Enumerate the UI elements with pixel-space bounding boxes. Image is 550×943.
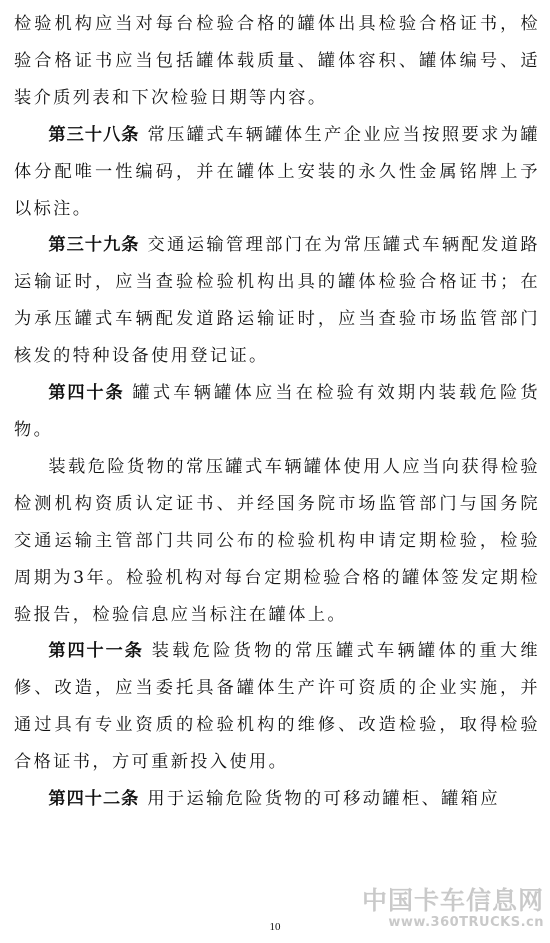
paragraph [14, 117, 540, 228]
paragraph-text: 常压罐式车辆罐体生产企业应当按照要求为罐体分配唯一性编码，并在罐体上安装的永久性金属铭牌上予以标注。 [14, 124, 540, 219]
article-heading: 第四十一条 [48, 641, 144, 662]
article-heading: 第四十二条 [48, 789, 140, 810]
paragraph-text: 装载危险货物的常压罐式车辆罐体的重大维修、改造，应当委托具备罐体生产许可资质的企业实施，并通过具有专业资质的检验机构的维修、改造检验，取得检验合格证书，方可重新投入使用。 [14, 641, 540, 773]
paragraph-text: 检验机构应当对每台检验合格的罐体出具检验合格证书，检验合格证书应当包括罐体载质量、罐体容积、罐体编号、适装介质列表和下次检验日期等内容。 [14, 14, 540, 108]
paragraph [14, 6, 540, 117]
paragraph-text: 装载危险货物的常压罐式车辆罐体使用人应当向获得检验检测机构资质认定证书、并经国务院市场监管部门与国务院交通运输主管部门共同公布的检验机构申请定期检验，检验周期为3年。检验机构对每台定期检验合格的罐体签发定期检验报告，检验信息应当标注在罐体上。 [14, 456, 540, 625]
paragraph [14, 781, 540, 818]
paragraph-text: 罐式车辆罐体应当在检验有效期内装载危险货物。 [14, 383, 540, 440]
article-heading: 第三十九条 [48, 235, 140, 256]
paragraph [14, 633, 540, 781]
paragraph-text: 用于运输危险货物的可移动罐柜、罐箱应 [147, 789, 500, 810]
watermark-site-name: 中国卡车信息网 [361, 886, 544, 915]
watermark-url: www.360TRUCKS.cn [388, 915, 544, 930]
paragraph [14, 375, 540, 449]
paragraph [14, 227, 540, 375]
article-heading: 第四十条 [48, 383, 125, 404]
document-body [14, 6, 540, 818]
page-number: 10 [269, 921, 281, 933]
article-heading: 第三十八条 [48, 124, 140, 145]
paragraph [14, 449, 540, 634]
paragraph-text: 交通运输管理部门在为常压罐式车辆配发道路运输证时，应当查验检验机构出具的罐体检验合格证书；在为承压罐式车辆配发道路运输证时，应当查验市场监管部门核发的特种设备使用登记证。 [14, 235, 540, 367]
